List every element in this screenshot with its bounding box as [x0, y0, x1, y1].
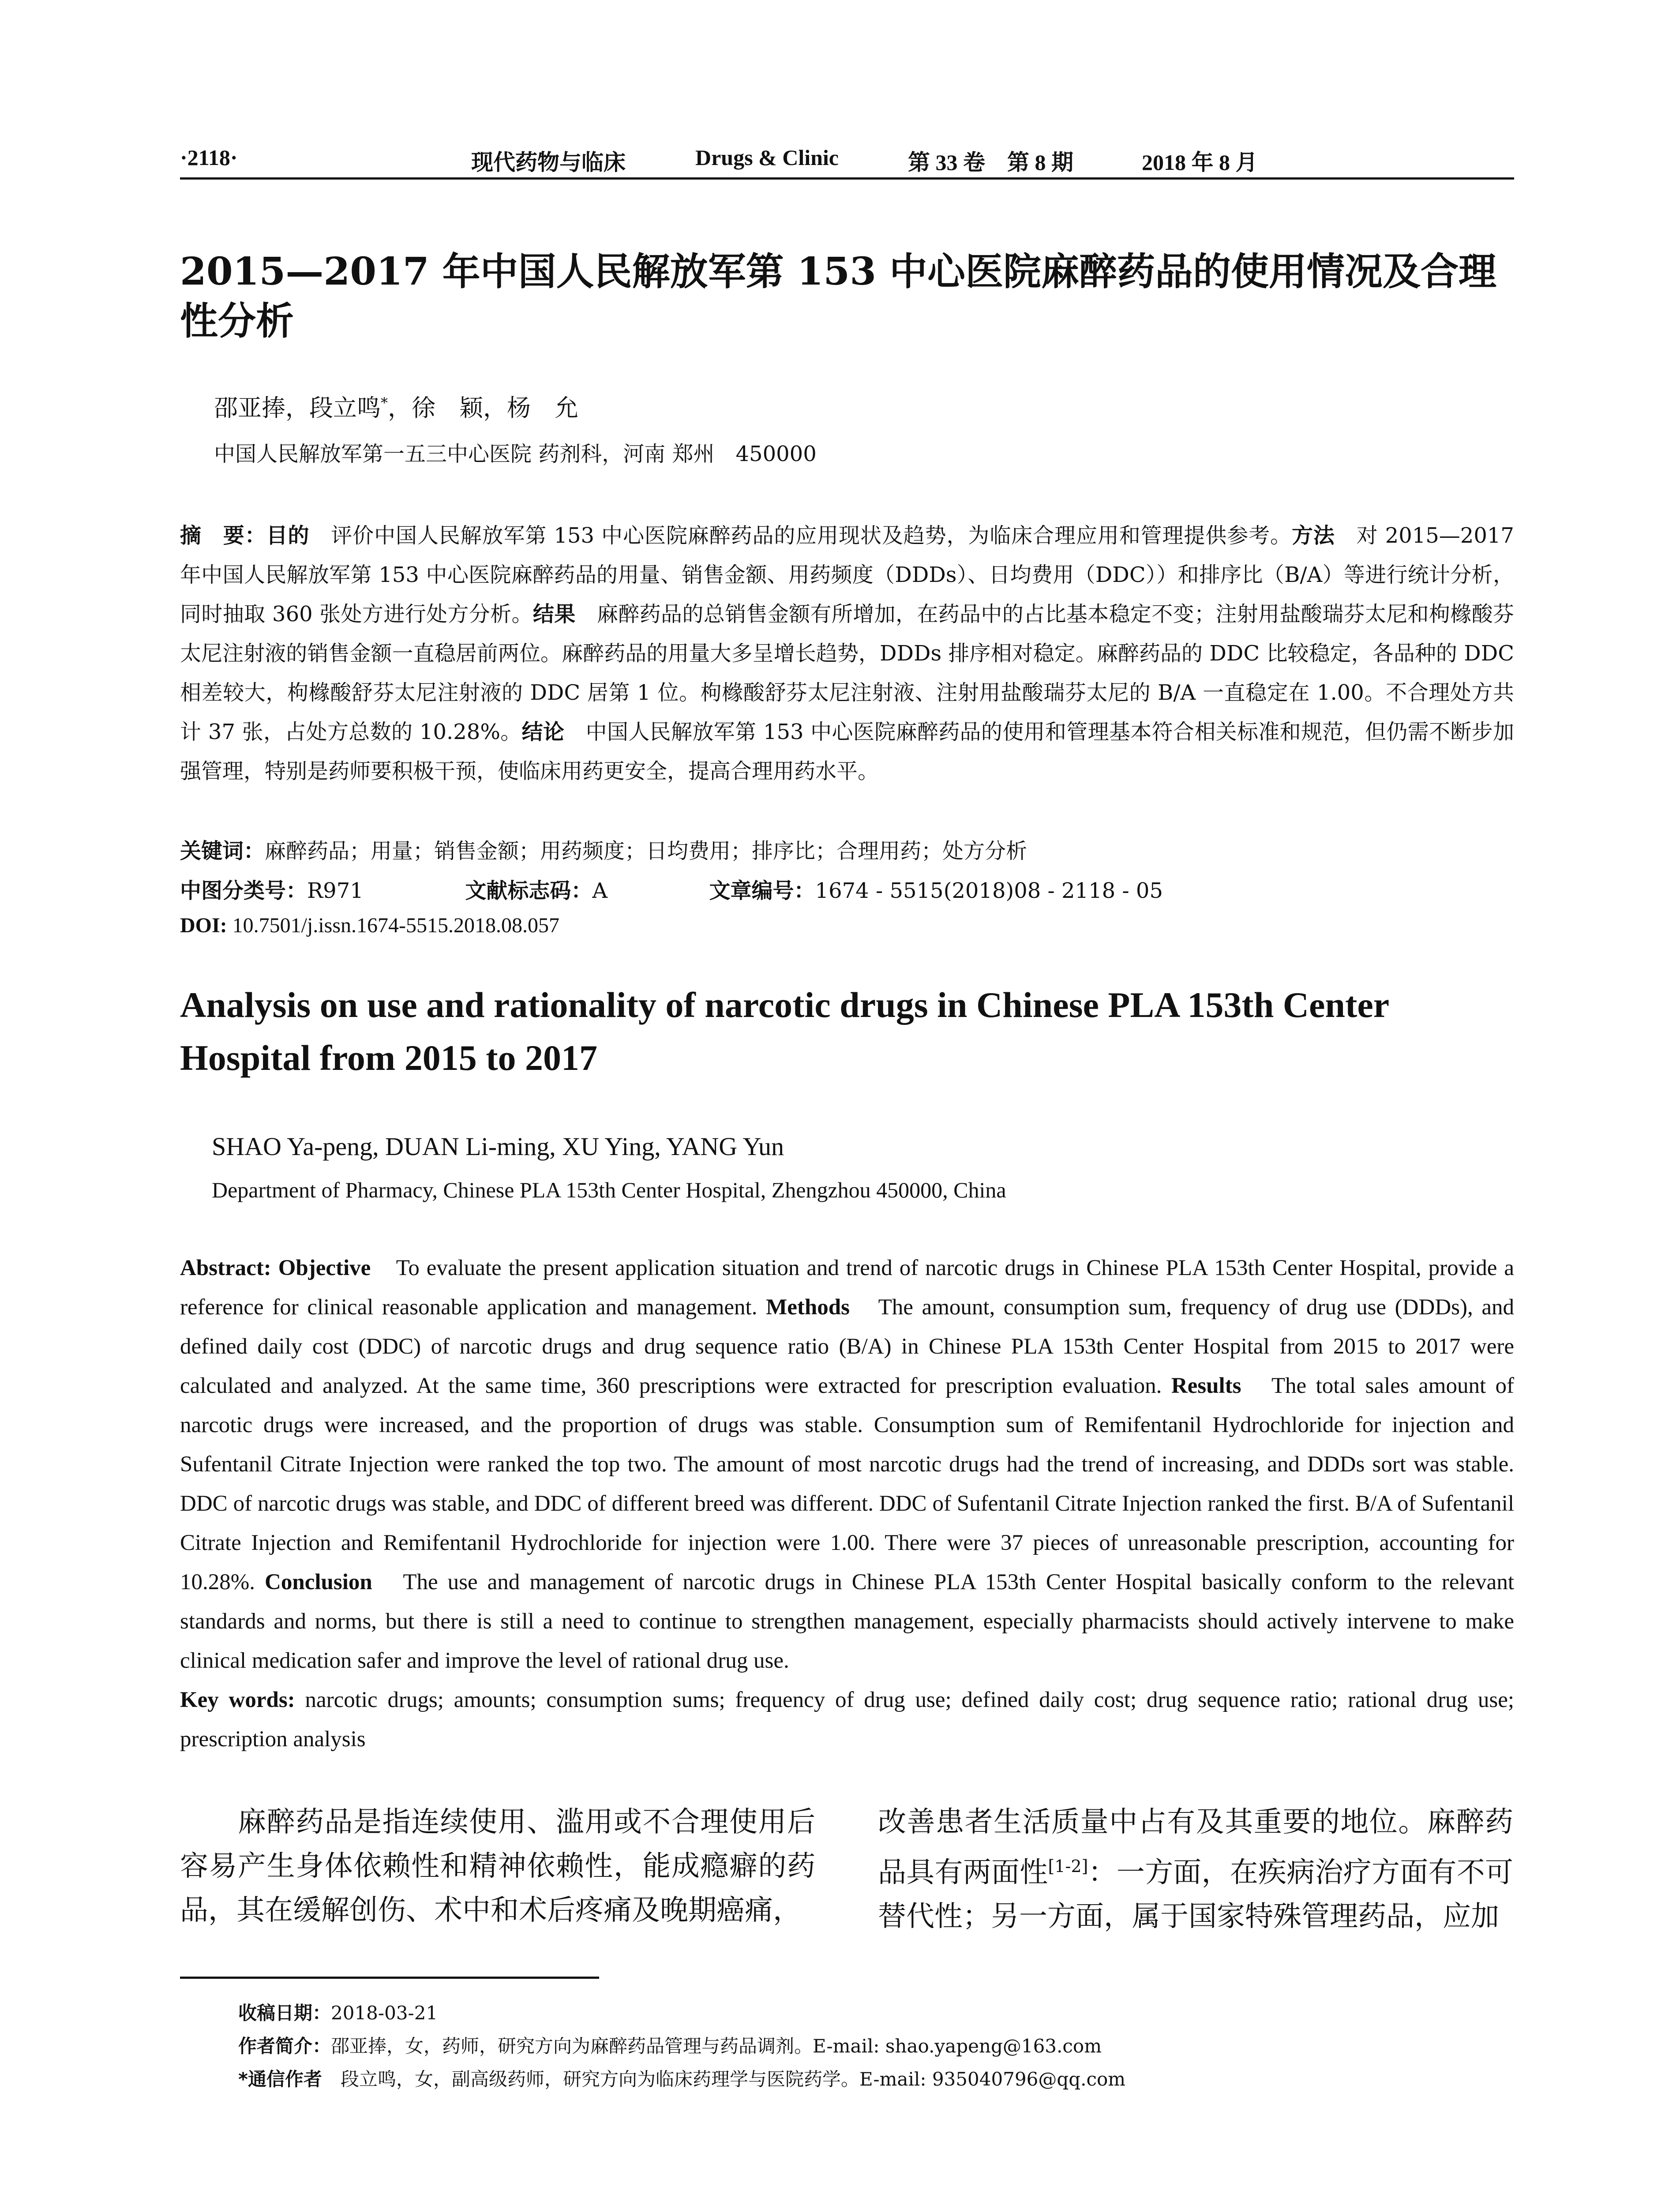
volume-issue: 第 33 卷 第 8 期 — [908, 150, 1073, 175]
body-text-left-column: 麻醉药品是指连续使用、滥用或不合理使用后容易产生身体依赖性和精神依赖性，能成瘾癖的药品，其在缓解创伤、术中和术后疼痛及晚期癌痛， — [180, 1806, 815, 1927]
classification-line — [180, 874, 1163, 904]
english-affiliation: Department of Pharmacy, Chinese PLA 153th Center Hospital, Zhengzhou 450000, China — [212, 1178, 1006, 1202]
body-right-part-b: ：一方面，在疾病治疗方面有不可替代性；另一方面，属于国家特殊管理药品，应加 — [878, 1856, 1514, 1933]
chinese-title: 2015—2017 年中国人民解放军第 153 中心医院麻醉药品的使用情况及合理性分析 — [180, 249, 1497, 343]
chinese-authors-a: 邵亚捧，段立鸣 — [214, 394, 381, 422]
results-label-zh: 结果 — [532, 602, 576, 627]
keywords-label-en: Key words: — [180, 1688, 295, 1712]
body-text-right-column — [878, 1800, 1513, 1939]
doi-label: DOI: — [180, 914, 227, 937]
chinese-authors-b: ，徐 颖，杨 允 — [388, 394, 578, 422]
clc-value: R971 — [307, 878, 364, 903]
footnote-received — [238, 1999, 438, 2025]
methods-label-zh: 方法 — [1291, 523, 1335, 548]
page-number: ·2118· — [180, 145, 238, 170]
conclusion-text-en: The use and management of narcotic drugs in Chinese PLA 153th Center Hospital basically conform to the relevant standards and norms, but there is still a need to continue to strengthen management, especially pharmacists should actively intervene to make clinical medication safer and improve the level of rational drug use. — [180, 1570, 1514, 1673]
author-bio-text: 邵亚捧，女，药师，研究方向为麻醉药品管理与药品调剂。E-mail: shao.yapeng@163.com — [331, 2035, 1102, 2057]
chinese-authors — [214, 389, 578, 423]
doc-code-value: A — [592, 878, 608, 903]
doc-code-label: 文献标志码： — [465, 878, 592, 903]
author-bio-label: 作者简介： — [238, 2035, 331, 2057]
english-abstract — [180, 1249, 1514, 1759]
methods-text-en: The amount, consumption sum, frequency of drug use (DDDs), and defined daily cost (DDC) of narcotic drugs and drug sequence ratio (B/A) in Chinese PLA 153th Center Hospital from 2015 to 2017 were calculated and analyzed. At the same time, 360 prescriptions were extracted for prescription evaluation. — [180, 1295, 1514, 1398]
footnote-divider — [180, 1977, 599, 1979]
running-header — [180, 142, 1514, 180]
objective-label-en: Objective — [271, 1256, 371, 1280]
doi-line — [180, 913, 559, 938]
results-text-zh: 麻醉药品的总销售金额有所增加，在药品中的占比基本稳定不变；注射用盐酸瑞芬太尼和枸橼酸芬太尼注射液的销售金额一直稳居前两位。麻醉药品的用量大多呈增长趋势，DDDs 排序相对稳定。麻醉药品的 DDC 比较稳定，各品种的 DDC 相差较大，枸橼酸舒芬太尼注射液的 DDC 居第 1 位。枸橼酸舒芬太尼注射液、注射用盐酸瑞芬太尼的 B/A 一直稳定在 1.00。不合理处方共计 37 张，占处方总数的 10.28%。 — [180, 602, 1514, 744]
objective-text-zh: 评价中国人民解放军第 153 中心医院麻醉药品的应用现状及趋势，为临床合理应用和管理提供参考。 — [309, 523, 1292, 548]
chinese-affiliation: 中国人民解放军第一五三中心医院 药剂科，河南 郑州 450000 — [214, 442, 817, 466]
corresponding-label: *通信作者 — [238, 2068, 322, 2090]
corresponding-text: 段立鸣，女，副高级药师，研究方向为临床药理学与医院药学。E-mail: 935040796@qq.com — [322, 2068, 1126, 2090]
citation-ref: [1-2] — [1048, 1857, 1088, 1876]
keywords-zh — [180, 834, 1027, 864]
keywords-text-zh: 麻醉药品；用量；销售金额；用药频度；日均费用；排序比；合理用药；处方分析 — [265, 839, 1028, 863]
english-title: Analysis on use and rationality of narcotic drugs in Chinese PLA 153th Center Hospital from 2015 to 2017 — [180, 985, 1389, 1078]
footnote-author — [238, 2032, 1102, 2058]
conclusion-text-zh: 中国人民解放军第 153 中心医院麻醉药品的使用和管理基本符合相关标准和规范，但仍需不断步加强管理，特别是药师要积极干预，使临床用药更安全，提高合理用药水平。 — [180, 720, 1514, 784]
article-number-value: 1674 - 5515(2018)08 - 2118 - 05 — [815, 878, 1163, 903]
methods-label-en: Methods — [757, 1295, 850, 1320]
footnote-corresponding — [238, 2065, 1125, 2091]
journal-name-zh: 现代药物与临床 — [471, 150, 626, 175]
abstract-label-zh: 摘 要： — [180, 523, 266, 548]
issue-date: 2018 年 8 月 — [1142, 150, 1258, 175]
clc-label: 中图分类号： — [180, 878, 308, 903]
chinese-abstract — [180, 516, 1514, 791]
received-date: 2018-03-21 — [331, 2002, 438, 2024]
abstract-label-en: Abstract: — [180, 1256, 271, 1280]
objective-label-zh: 目的 — [266, 523, 310, 548]
doi-value: 10.7501/j.issn.1674-5515.2018.08.057 — [227, 914, 560, 937]
english-authors: SHAO Ya-peng, DUAN Li-ming, XU Ying, YANG Yun — [212, 1132, 784, 1161]
methods-text-zh: 对 2015—2017 年中国人民解放军第 153 中心医院麻醉药品的用量、销售金额、用药频度（DDDs）、日均费用（DDC））和排序比（B/A）等进行统计分析，同时抽取 360 张处方进行处方分析。 — [180, 523, 1514, 627]
journal-name-en: Drugs & Clinic — [695, 145, 839, 170]
objective-text-en: To evaluate the present application situation and trend of narcotic drugs in Chinese PLA 153th Center Hospital, provide a reference for clinical reasonable application and management. — [180, 1256, 1515, 1320]
results-text-en: The total sales amount of narcotic drugs were increased, and the proportion of drugs was stable. Consumption sum of Remifentanil Hydrochloride for injection and Sufentanil Citrate Injection were ranked the top two. The amount of most narcotic drugs had the trend of increasing, and DDDs sort was stable. DDC of narcotic drugs was stable, and DDC of different breed was different. DDC of Sufentanil Citrate Injection ranked the first. B/A of Sufentanil Citrate Injection and Remifentanil Hydrochloride for injection were 1.00. There were 37 pieces of unreasonable prescription, accounting for 10.28%. — [180, 1373, 1515, 1594]
conclusion-label-en: Conclusion — [255, 1570, 372, 1594]
body-right-part-a: 改善患者生活质量中占有及其重要的地位。麻醉药品具有两面性 — [878, 1806, 1513, 1889]
conclusion-label-zh: 结论 — [521, 720, 565, 744]
results-label-en: Results — [1162, 1373, 1241, 1398]
keywords-text-en: narcotic drugs; amounts; consumption sums; frequency of drug use; defined daily cost; drug sequence ratio; rational drug use; prescription analysis — [180, 1688, 1514, 1752]
keywords-label-zh: 关键词： — [180, 839, 265, 863]
article-number-label: 文章编号： — [709, 878, 815, 903]
received-label: 收稿日期： — [238, 2002, 331, 2024]
corresponding-mark: * — [381, 394, 388, 411]
